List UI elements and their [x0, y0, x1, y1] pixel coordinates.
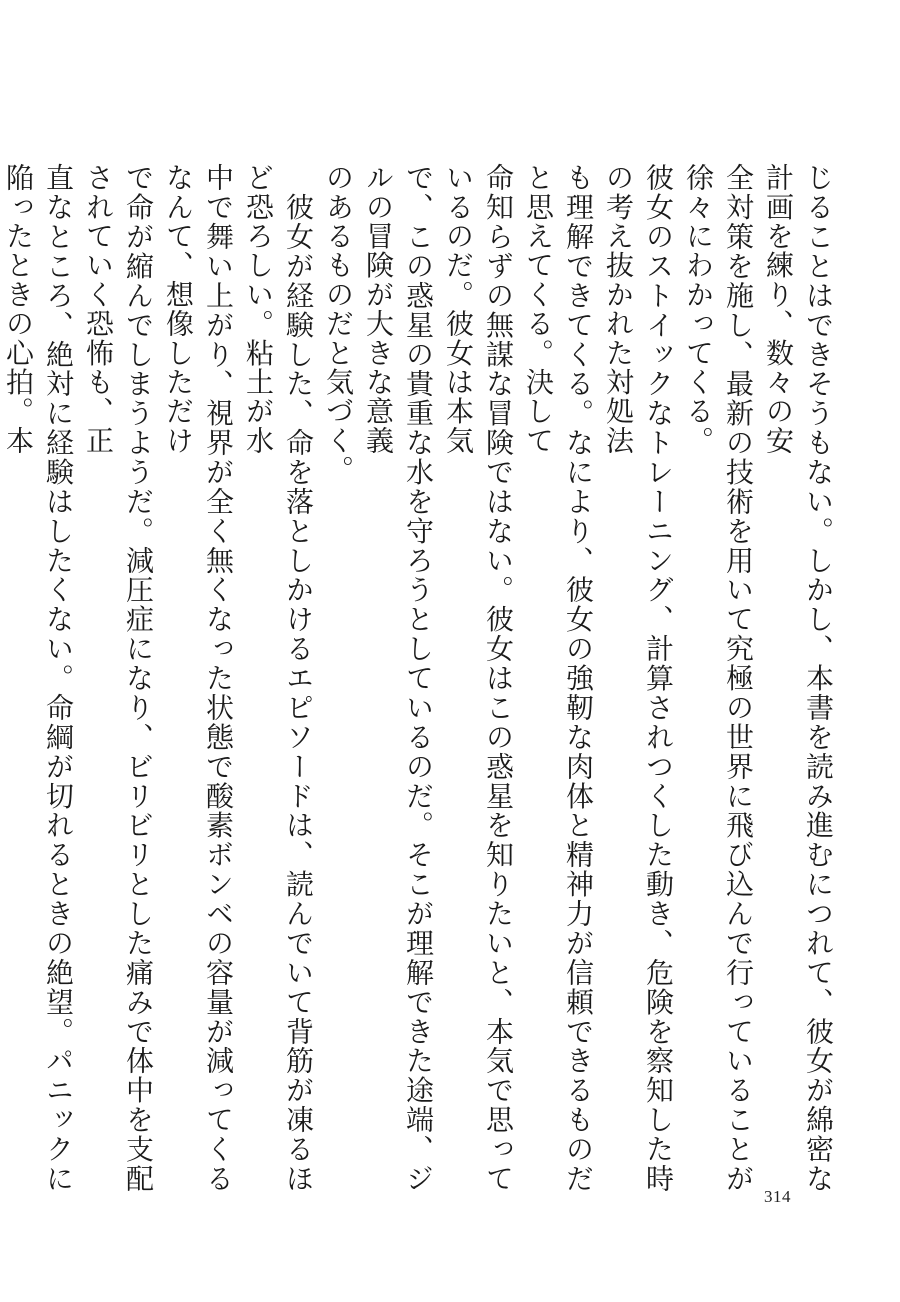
text-column: 中で舞い上がり、視界が全く無くなった状態で酸素ボンベの容量が減ってくるなんて、想像しただけ	[162, 163, 235, 1193]
text-column: 全対策を施し、最新の技術を用いて究極の世界に飛び込んで行っていることが徐々にわかってくる。	[682, 163, 755, 1194]
text-column: じることはできそうもない。しかし、本書を読み進むにつれて、彼女が綿密な計画を練り、数々の安	[762, 163, 835, 1193]
text-column: も理解できてくる。なにより、彼女の強靭な肉体と精神力が信頼できるものだと思えてくる。決して	[522, 163, 595, 1193]
page-number: 314	[764, 1187, 791, 1206]
text-column: 彼女のストイックなトレーニング、計算されつくした動き、危険を察知した時の考え抜かれた対処法	[602, 163, 675, 1193]
text-column: 彼女が経験した、命を落としかけるエピソードは、読んでいて背筋が凍るほど恐ろしい。粘土が水	[242, 163, 315, 1193]
text-column: で命が縮んでしまうようだ。減圧症になり、ビリビリとした痛みで体中を支配されていく恐怖も、正	[82, 163, 155, 1193]
text-column: で、この惑星の貴重な水を守ろうとしているのだ。そこが理解できた途端、ジルの冒険が大きな意義	[362, 163, 435, 1193]
text-column: 直なところ、絶対に経験はしたくない。命綱が切れるときの絶望。パニックに陥ったときの心拍。本	[2, 163, 75, 1193]
vertical-text-body	[2, 163, 838, 1194]
text-column: のあるものだと気づく。	[322, 163, 355, 485]
text-column: 命知らずの無謀な冒険ではない。彼女はこの惑星を知りたいと、本気で思っているのだ。彼女は本気	[442, 163, 515, 1193]
